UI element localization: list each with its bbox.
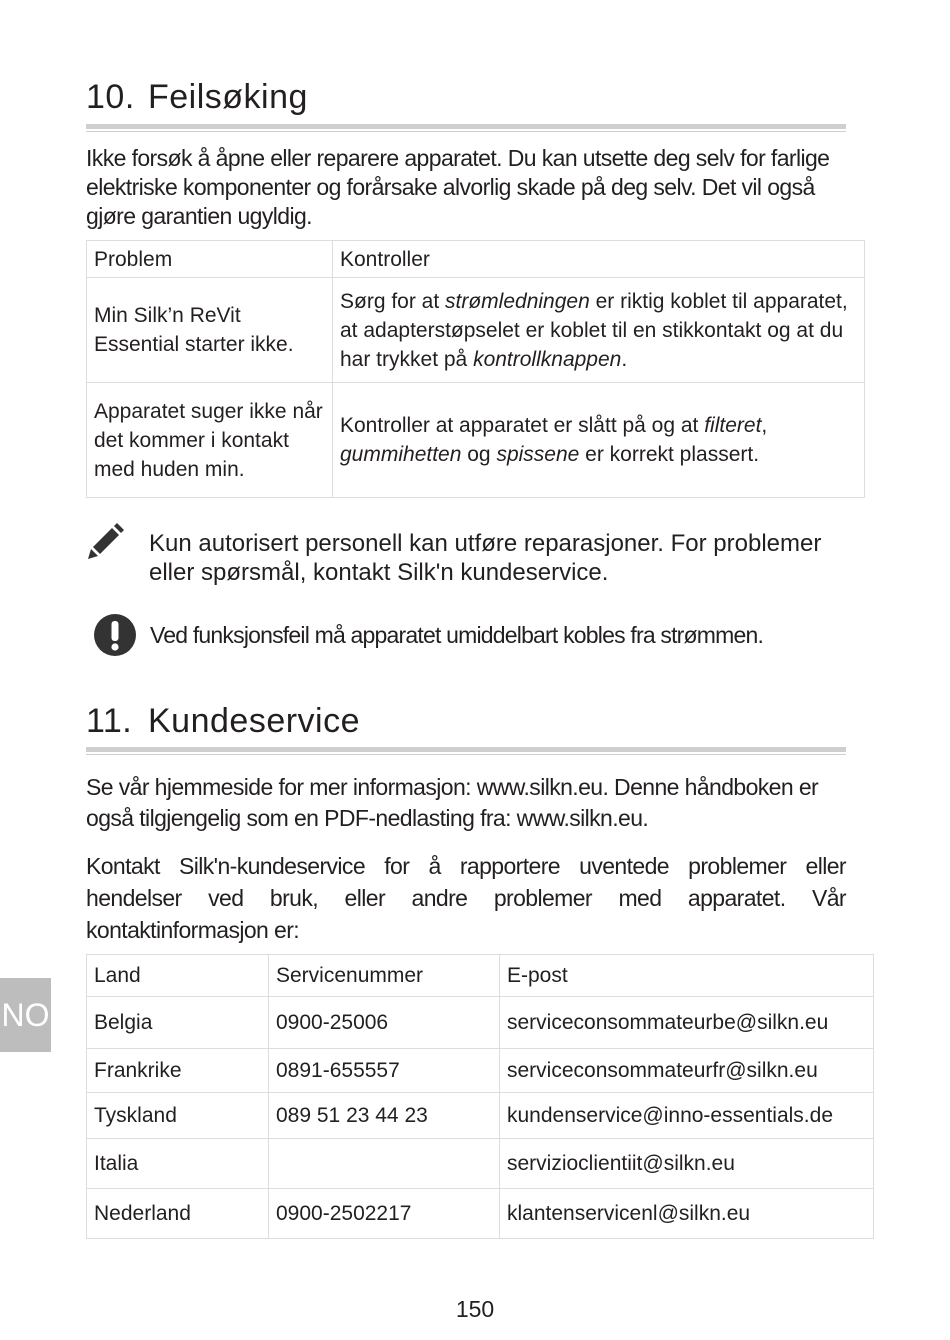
language-tab: NO: [0, 978, 51, 1052]
phone-cell: 0900-2502217: [269, 1189, 500, 1239]
country-cell: Italia: [87, 1139, 269, 1189]
phone-cell: 0891-655557: [269, 1049, 500, 1093]
section-11-title: Kundeservice: [148, 702, 361, 740]
table-header-row: [87, 241, 865, 278]
table-row: [87, 997, 874, 1049]
email-cell: serviceconsommateurbe@silkn.eu: [500, 997, 874, 1049]
check-cell: Sørg for at strømledningen er riktig koblet til apparatet, at adapterstøpselet er koblet til en stikkontakt og at du har trykket på kontrollknappen.: [333, 278, 865, 383]
section-11-heading: [86, 702, 360, 741]
section-10-rule: [86, 124, 846, 132]
warning-text: Ved funksjonsfeil må apparatet umiddelbart kobles fra strømmen.: [150, 622, 764, 648]
table-row: [87, 278, 865, 383]
section-11-rule: [86, 747, 846, 755]
troubleshooting-table: [86, 240, 865, 498]
header-epost: E-post: [500, 955, 874, 997]
section-10-number: 10.: [86, 78, 135, 116]
repair-note: Kun autorisert personell kan utføre reparasjoner. For problemer eller spørsmål, kontakt Silk'n kundeservice.: [149, 530, 822, 586]
email-cell: kundenservice@inno-essentials.de: [500, 1093, 874, 1139]
table-row: [87, 383, 865, 498]
header-kontroller: Kontroller: [333, 241, 865, 278]
table-header-row: [87, 955, 874, 997]
table-row: [87, 1139, 874, 1189]
section-11-number: 11.: [86, 702, 133, 740]
email-cell: serviceconsommateurfr@silkn.eu: [500, 1049, 874, 1093]
problem-cell: Min Silk’n ReVit Essential starter ikke.: [87, 278, 333, 383]
pencil-icon: [84, 523, 124, 563]
exclamation-circle-icon: [94, 614, 136, 656]
header-land: Land: [87, 955, 269, 997]
email-cell: klantenservicenl@silkn.eu: [500, 1189, 874, 1239]
country-cell: Belgia: [87, 997, 269, 1049]
country-cell: Tyskland: [87, 1093, 269, 1139]
table-row: [87, 1189, 874, 1239]
country-cell: Frankrike: [87, 1049, 269, 1093]
phone-cell: [269, 1139, 500, 1189]
section-10-heading: [86, 78, 308, 117]
header-problem: Problem: [87, 241, 333, 278]
table-row: [87, 1093, 874, 1139]
header-servicenummer: Servicenummer: [269, 955, 500, 997]
page-number: 150: [455, 1296, 495, 1322]
section-11-para1: Se vår hjemmeside for mer informasjon: www.silkn.eu. Denne håndboken er også tilgjengelig som en PDF-nedlasting fra: www.silkn.eu.: [86, 774, 819, 831]
section-10-intro: Ikke forsøk å åpne eller reparere apparatet. Du kan utsette deg selv for farlige elektriske komponenter og forårsake alvorlig skade på deg selv. Det vil også gjøre garantien ugyldig.: [86, 145, 830, 229]
section-11-para2: Kontakt Silk'n-kundeservice for å rapportere uventede problemer eller hendelser ved bruk, eller andre problemer med apparatet. Vår kontaktinformasjon er:: [86, 853, 846, 943]
country-cell: Nederland: [87, 1189, 269, 1239]
problem-cell: Apparatet suger ikke når det kommer i kontakt med huden min.: [87, 383, 333, 498]
customer-service-table: [86, 954, 874, 1239]
phone-cell: 089 51 23 44 23: [269, 1093, 500, 1139]
table-row: [87, 1049, 874, 1093]
phone-cell: 0900-25006: [269, 997, 500, 1049]
section-10-title: Feilsøking: [148, 78, 308, 116]
check-cell: Kontroller at apparatet er slått på og at filteret, gummihetten og spissene er korrekt plassert.: [333, 383, 865, 498]
email-cell: servizioclientiit@silkn.eu: [500, 1139, 874, 1189]
